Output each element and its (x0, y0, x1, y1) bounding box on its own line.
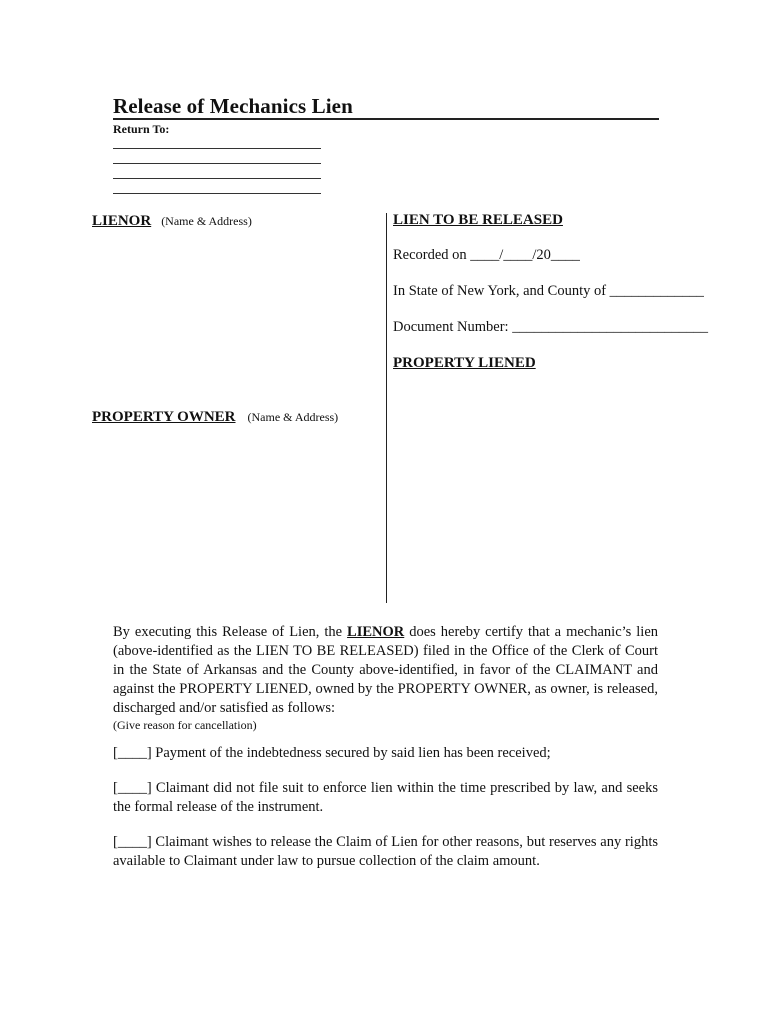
certification-text-before: By executing this Release of Lien, the (113, 624, 348, 640)
option-other-reasons[interactable]: [____] Claimant wishes to release the Claim of Lien for other reasons, but reserves any rights available to Claimant under law to pursue collection of the claim amount. (113, 834, 658, 869)
return-address-line[interactable] (113, 193, 321, 194)
property-owner-subheading: (Name & Address) (247, 410, 339, 424)
reason-note: (Give reason for cancellation) (113, 718, 257, 732)
return-address-line[interactable] (113, 148, 321, 149)
certification-lienor-word: LIENOR (347, 624, 405, 640)
option-no-suit-filed[interactable]: [____] Claimant did not file suit to enforce lien within the time prescribed by law, and seeks the formal release of the instrument. (113, 780, 658, 815)
lien-to-be-released-heading: LIEN TO BE RELEASED (393, 212, 563, 228)
state-county-field[interactable]: In State of New York, and County of _____________ (393, 283, 704, 299)
option-payment-received[interactable]: [____] Payment of the indebtedness secured by said lien has been received; (113, 745, 551, 761)
property-owner-heading: PROPERTY OWNER (92, 409, 236, 425)
document-number-field[interactable]: Document Number: ___________________________ (393, 319, 708, 335)
lienor-section (92, 212, 252, 230)
lienor-heading: LIENOR (92, 213, 152, 229)
property-liened-heading: PROPERTY LIENED (393, 355, 536, 371)
title-rule (113, 118, 659, 120)
recorded-on-field[interactable]: Recorded on ____/____/20____ (393, 247, 580, 263)
return-address-line[interactable] (113, 178, 321, 179)
column-divider (386, 213, 387, 603)
return-to-label: Return To: (113, 122, 170, 136)
lienor-subheading: (Name & Address) (161, 214, 252, 228)
certification-text-after: does hereby certify that a mechanic’s lien (above-identified as the LIEN TO BE RELEASED) filed in the Office of the Clerk of Court in the State of Arkansas and the County above-identified, in favor of the CLAIMANT and against the PROPERTY LIENED, owned by the PROPERTY OWNER, as owner, is released, discharged and/or satisfied as follows: (113, 624, 659, 716)
property-owner-section (92, 408, 338, 426)
form-title: Release of Mechanics Lien (113, 94, 353, 118)
certification-paragraph (113, 623, 658, 733)
return-address-line[interactable] (113, 163, 321, 164)
